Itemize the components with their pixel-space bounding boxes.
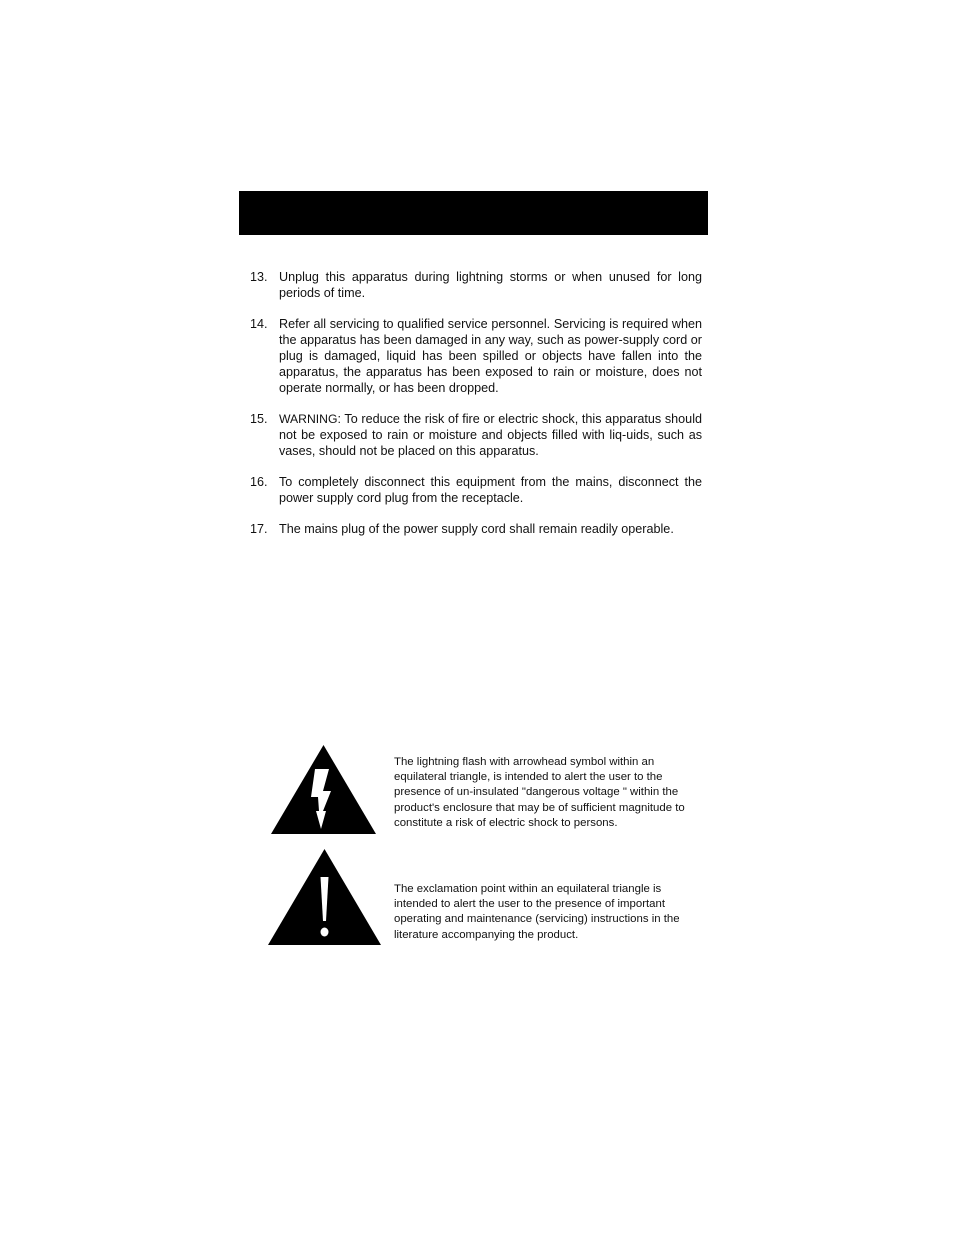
instruction-item-14 [250, 316, 702, 396]
instruction-text: : To reduce the risk of fire or electric shock, this apparatus should not be exposed to rain or moisture and objects filled with liq-uids, such as vases, should not be placed on this apparatus. [279, 412, 702, 458]
instruction-number: 13. [250, 270, 268, 284]
instruction-item-13 [250, 269, 702, 301]
lightning-triangle-icon [271, 745, 376, 834]
header-bar [239, 191, 708, 235]
instruction-text: Unplug this apparatus during lightning storms or when unused for long periods of time. [279, 270, 702, 300]
instruction-item-15 [250, 411, 702, 459]
instruction-text: Refer all servicing to qualified service personnel. Servicing is required when the apparatus has been damaged in any way, such as power-supply cord or plug is damaged, liquid has been spilled or objects have fallen into the apparatus, the apparatus has been exposed to rain or moisture, does not operate normally, or has been dropped. [279, 317, 702, 395]
instruction-number: 16. [250, 475, 268, 489]
instruction-text-wrapper [279, 411, 702, 459]
instruction-number: 17. [250, 522, 268, 536]
lightning-symbol-description: The lightning flash with arrowhead symbol within an equilateral triangle, is intended to alert the user to the presence of un-insulated "dangerous voltage " within the product's enclosure that may be of sufficient magnitude to constitute a risk of electric shock to persons. [394, 756, 685, 829]
instruction-number: 15. [250, 412, 268, 426]
warning-label: WARNING [279, 412, 338, 426]
instruction-number: 14. [250, 317, 268, 331]
exclamation-triangle-icon [268, 849, 381, 945]
instruction-text: To completely disconnect this equipment from the mains, disconnect the power supply cord plug from the receptacle. [279, 475, 702, 505]
instruction-item-17 [250, 521, 702, 537]
safety-instructions-list [250, 269, 702, 552]
exclamation-symbol-description: The exclamation point within an equilateral triangle is intended to alert the user to the presence of important operating and maintenance (servicing) instructions in the literature accompanying the product. [394, 883, 680, 941]
instruction-text: The mains plug of the power supply cord shall remain readily operable. [279, 522, 674, 536]
instruction-item-16 [250, 474, 702, 506]
